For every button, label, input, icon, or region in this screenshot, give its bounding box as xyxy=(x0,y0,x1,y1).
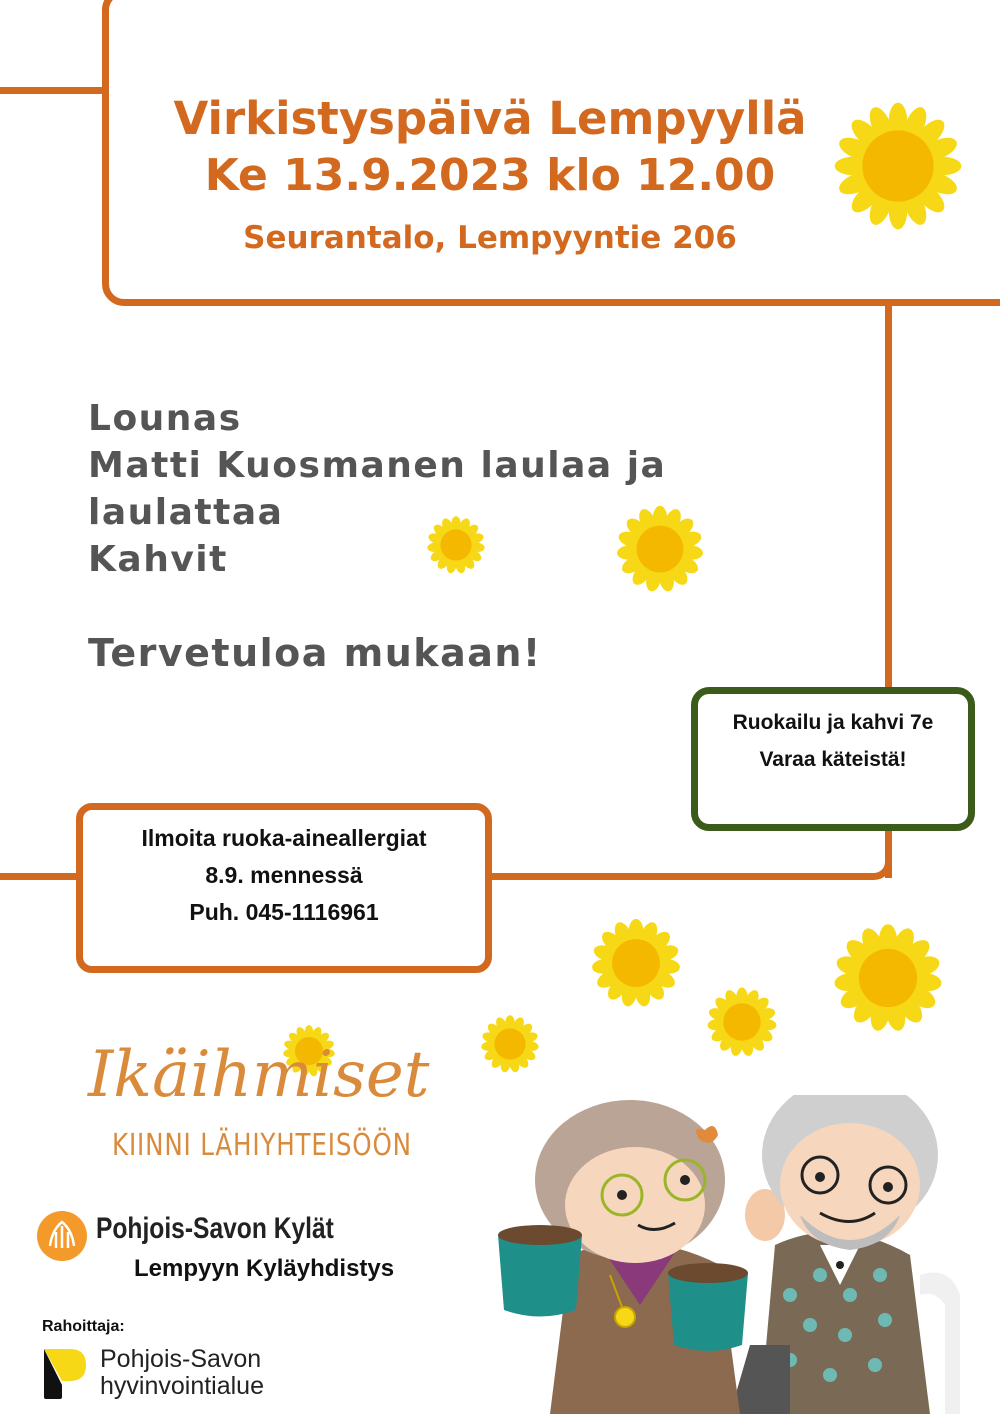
sunflower-icon xyxy=(832,922,944,1034)
program-item-coffee: Kahvit xyxy=(88,539,228,580)
event-title: Virkistyspäivä Lempyyllä xyxy=(173,92,807,145)
association-name: Lempyyn Kyläyhdistys xyxy=(134,1255,395,1282)
hyvinvointialue-logo-icon xyxy=(40,1345,92,1401)
event-location: Seurantalo, Lempyyntie 206 xyxy=(243,220,737,256)
cash-note: Varaa käteistä! xyxy=(759,748,907,771)
pohjois-savon-kylat-logo: Pohjois-Savon Kylät xyxy=(96,1212,334,1245)
ikaihmiset-logo: Ikäihmiset xyxy=(88,1038,430,1112)
pohjois-savon-kylat-icon xyxy=(36,1210,88,1262)
allergy-info-box xyxy=(76,803,492,973)
program-item-singer-cont: laulattaa xyxy=(88,492,284,533)
price-text: Ruokailu ja kahvi 7e xyxy=(732,711,934,734)
phone-number: Puh. 045-1116961 xyxy=(189,899,379,925)
elderly-couple-illustration xyxy=(490,1095,990,1414)
program-item-lunch: Lounas xyxy=(88,398,242,439)
funder-name-line2: hyvinvointialue xyxy=(100,1372,264,1400)
sunflower-icon xyxy=(426,515,486,575)
program-item-singer: Matti Kuosmanen laulaa ja xyxy=(88,445,667,486)
allergy-notice: Ilmoita ruoka-aineallergiat xyxy=(141,825,427,851)
event-date-time: Ke 13.9.2023 klo 12.00 xyxy=(204,150,776,201)
coffee-cup xyxy=(498,1235,582,1317)
sunflower-icon xyxy=(615,504,705,594)
funder-label: Rahoittaja: xyxy=(42,1318,125,1335)
sunflower-icon xyxy=(832,100,964,232)
allergy-deadline: 8.9. mennessä xyxy=(205,862,363,888)
sunflower-icon xyxy=(706,986,778,1058)
coffee-cup xyxy=(668,1273,748,1351)
funder-name-line1: Pohjois-Savon xyxy=(100,1345,262,1373)
sunflower-icon xyxy=(590,917,682,1009)
sunflower-icon xyxy=(480,1014,540,1074)
ikaihmiset-logo-subtitle: KIINNI LÄHIYHTEISÖÖN xyxy=(112,1128,412,1163)
price-info-box xyxy=(691,687,975,831)
welcome-text: Tervetuloa mukaan! xyxy=(88,631,542,675)
frame-line-top-left xyxy=(0,87,106,94)
